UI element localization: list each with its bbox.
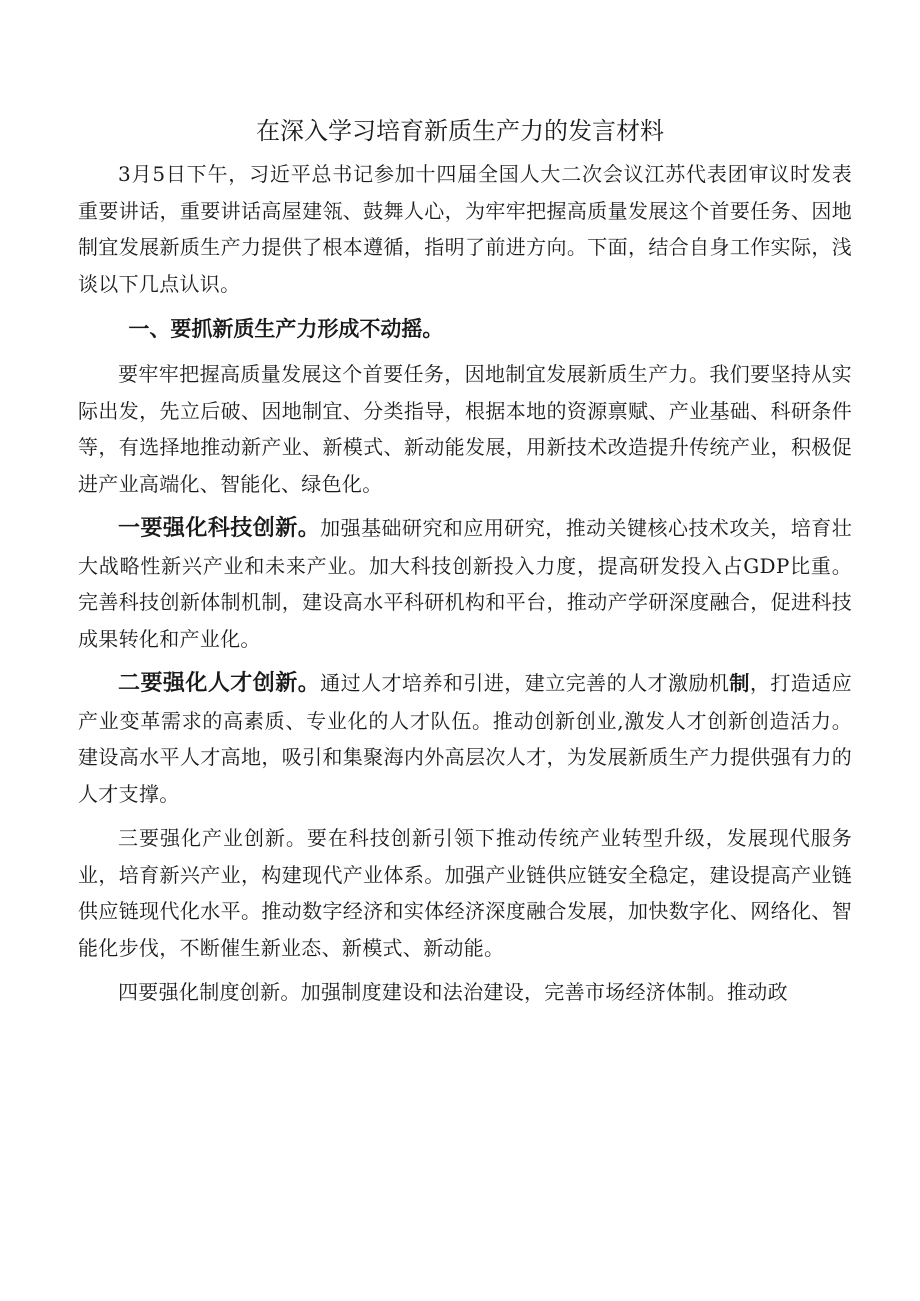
document-body bbox=[78, 156, 852, 1011]
point-2-text-a: 通过人才培养和引进，建立完善的人才激励机 bbox=[320, 671, 730, 695]
point-4-paragraph: 四要强化制度创新。加强制度建设和法治建设，完善市场经济体制。推动政 bbox=[118, 980, 788, 1004]
point-2-text-c: ，打造适应产业变革需求的高素质、专业化的人才队伍。推动创新创业,激发人才创新创造活力。建设高水平人才高地，吸引和集聚海内外高层次人才，为发展新质生产力提供强有力的人才支撑。 bbox=[78, 671, 853, 806]
section-1-paragraph: 要牢牢把握高质量发展这个首要任务，因地制宜发展新质生产力。我们要坚持从实际出发，先立后破、因地制宜、分类指导，根据本地的资源禀赋、产业基础、科研条件等，有选择地推动新产业、新模式、新动能发展，用新技术改造提升传统产业，积极促进产业高端化、智能化、绿色化。 bbox=[78, 362, 852, 496]
point-2-text-b: 制 bbox=[729, 671, 750, 695]
intro-paragraph: 3月5日下午，习近平总书记参加十四届全国人大二次会议江苏代表团审议时发表重要讲话，重要讲话高屋建瓴、鼓舞人心，为牢牢把握高质量发展这个首要任务、因地制宜发展新质生产力提供了根本遵循，指明了前进方向。下面，结合自身工作实际，浅谈以下几点认识。 bbox=[78, 162, 852, 296]
point-2-lead: 二要强化人才创新。 bbox=[118, 671, 321, 696]
point-1-text: 加强基础研究和应用研究，推动关键核心技术攻关，培育壮大战略性新兴产业和未来产业。加大科技创新投入力度，提高研发投入占GDP比重。完善科技创新体制机制，建设高水平科研机构和平台，推动产学研深度融合，促进科技成果转化和产业化。 bbox=[78, 516, 852, 651]
document-title: 在深入学习培育新质生产力的发言材料 bbox=[256, 117, 664, 145]
point-2-paragraph bbox=[78, 665, 852, 812]
section-heading-1: 一、要抓新质生产力形成不动摇。 bbox=[128, 317, 444, 341]
point-1-lead: 一要强化科技创新。 bbox=[118, 516, 321, 541]
point-3-paragraph: 三要强化产业创新。要在科技创新引领下推动传统产业转型升级，发展现代服务业，培育新兴产业，构建现代产业体系。加强产业链供应链安全稳定，建设提高产业链供应链现代化水平。推动数字经济和实体经济深度融合发展，加快数字化、网络化、智能化步伐，不断催生新业态、新模式、新动能。 bbox=[78, 826, 852, 960]
point-1-paragraph bbox=[78, 510, 852, 657]
